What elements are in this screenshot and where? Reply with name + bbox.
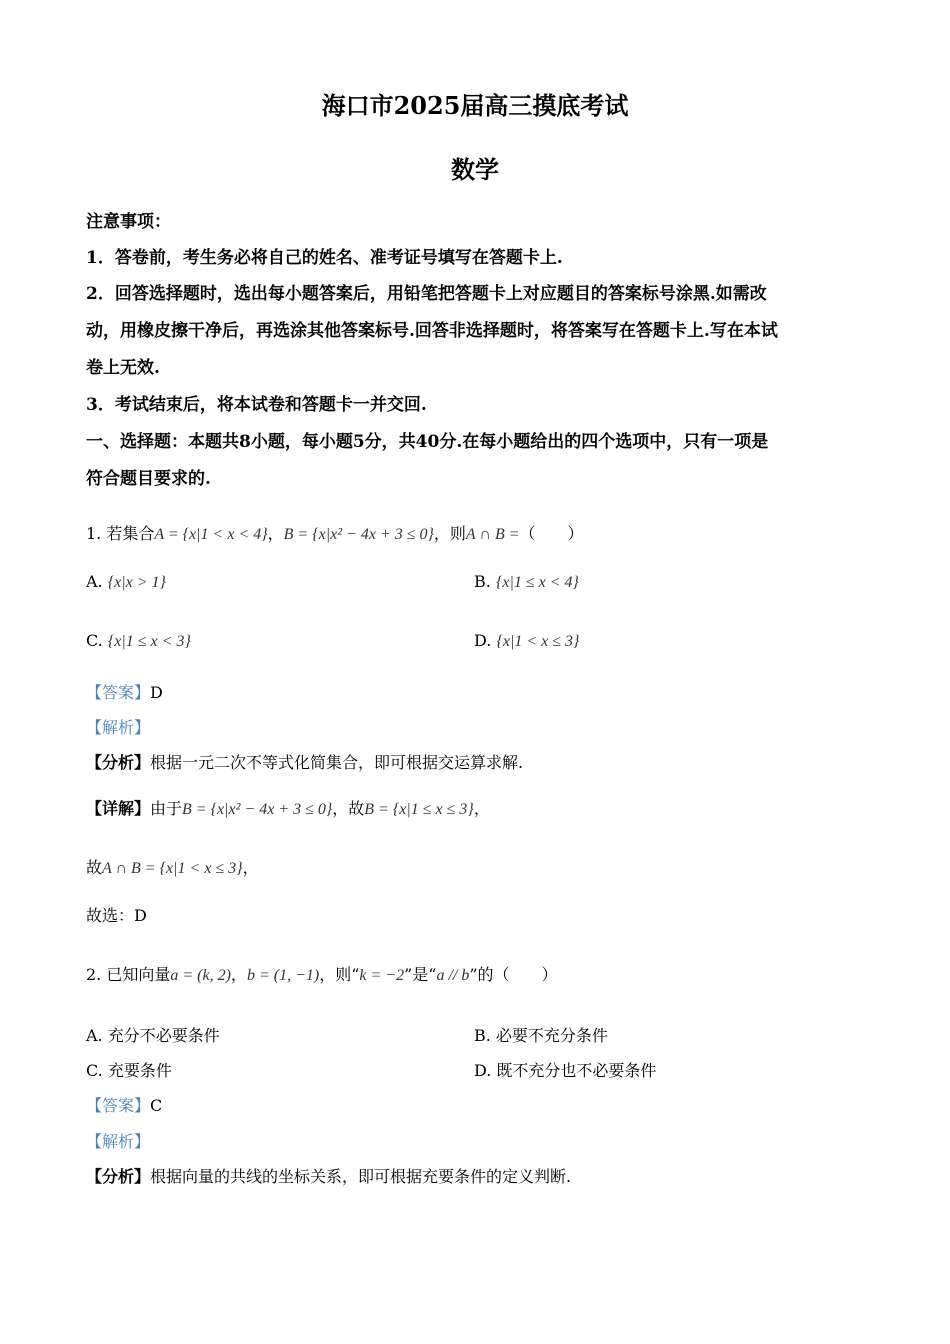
question-2-option-c: C. 充要条件 — [86, 1061, 172, 1080]
question-1-option-d — [474, 631, 579, 651]
question-1-stem — [86, 521, 584, 544]
question-1-option-c — [86, 631, 191, 651]
question-1-comma: ， — [267, 524, 284, 543]
question-1-expression: A ∩ B = — [465, 526, 520, 543]
question-1-set-b: B = {x|x² − 4x + 3 ≤ 0} — [283, 526, 434, 543]
question-1-then: ，则 — [433, 524, 466, 543]
notice-heading: 注意事项： — [86, 212, 171, 232]
question-2-mid: ”是“ — [404, 965, 437, 984]
xiangjie2-end: ， — [242, 858, 259, 877]
question-1-xiangjie-2 — [86, 855, 259, 878]
option-a-math: {x|x > 1} — [107, 574, 166, 591]
fenxi-text: 根据一元二次不等式化简集合，即可根据交运算求解. — [150, 753, 524, 772]
question-1-answer — [86, 680, 163, 703]
question-2-option-a: A. 充分不必要条件 — [86, 1026, 220, 1045]
question-2-analysis-tag: 【解析】 — [86, 1132, 151, 1151]
notice-item-2-line-3: 卷上无效. — [86, 358, 160, 378]
question-2-fenxi — [86, 1164, 571, 1187]
notice-item-2-line-2: 动，用橡皮擦干净后，再选涂其他答案标号.回答非选择题时，将答案写在答题卡上.写在本试 — [86, 321, 778, 341]
fenxi-tag: 【分析】 — [86, 753, 151, 772]
answer-tag: 【答案】 — [86, 683, 151, 702]
xiangjie2-pre: 故 — [86, 858, 103, 877]
subject-title: 数学 — [451, 155, 499, 184]
xiangjie-tag: 【详解】 — [86, 799, 151, 818]
question-1-choose: 故选：D — [86, 906, 147, 925]
xiangjie2-expression: A ∩ B = {x|1 < x ≤ 3} — [102, 860, 243, 877]
question-2-option-d: D. 既不充分也不必要条件 — [474, 1061, 657, 1080]
answer-tag: 【答案】 — [86, 1096, 151, 1115]
section-heading-line-2: 符合题目要求的. — [86, 469, 211, 489]
question-2-end: ”的（ ） — [469, 965, 558, 984]
option-a-label: A. — [86, 572, 103, 591]
page-title: 海口市2025届高三摸底考试 — [321, 91, 629, 120]
option-c-math: {x|1 ≤ x < 3} — [107, 633, 191, 650]
answer-value: C — [150, 1096, 163, 1115]
notice-item-1: 1．答卷前，考生务必将自己的姓名、准考证号填写在答题卡上. — [86, 248, 563, 268]
question-1-option-b — [474, 572, 579, 592]
question-1-paren: （ ） — [519, 524, 584, 543]
xiangjie-end: ， — [473, 799, 490, 818]
option-d-label: D. — [474, 631, 492, 650]
question-2-parallel: a // b — [436, 967, 470, 984]
question-2-comma: ， — [230, 965, 247, 984]
fenxi-tag: 【分析】 — [86, 1167, 151, 1186]
notice-item-2-line-1: 2．回答选择题时，选出每小题答案后，用铅笔把答题卡上对应题目的答案标号涂黑.如需改 — [86, 284, 767, 304]
question-1-prefix: 1. 若集合 — [86, 524, 155, 543]
question-2-vector-b: b = (1, −1) — [246, 967, 320, 984]
xiangjie-mid: ，故 — [332, 799, 365, 818]
question-1-xiangjie — [86, 796, 490, 819]
question-2-answer — [86, 1093, 162, 1116]
question-1-option-a — [86, 572, 166, 592]
notice-item-3: 3．考试结束后，将本试卷和答题卡一并交回. — [86, 395, 427, 415]
option-b-label: B. — [474, 572, 491, 591]
section-heading-line-1: 一、选择题：本题共8小题，每小题5分，共40分.在每小题给出的四个选项中，只有一项是 — [86, 432, 769, 452]
question-1-fenxi — [86, 750, 523, 773]
question-2-vector-a: a = (k, 2) — [170, 967, 231, 984]
option-d-math: {x|1 < x ≤ 3} — [496, 633, 580, 650]
question-1-set-a: A = {x|1 < x < 4} — [154, 526, 268, 543]
option-b-math: {x|1 ≤ x < 4} — [495, 574, 579, 591]
question-1-analysis-tag: 【解析】 — [86, 718, 151, 737]
answer-value: D — [150, 683, 163, 702]
question-2-prefix: 2. 已知向量 — [86, 965, 171, 984]
option-c-label: C. — [86, 631, 103, 650]
question-2-option-b: B. 必要不充分条件 — [474, 1026, 608, 1045]
question-2-condition: k = −2 — [359, 967, 405, 984]
question-2-stem — [86, 962, 558, 985]
xiangjie-set-b-solved: B = {x|1 ≤ x ≤ 3} — [364, 801, 474, 818]
fenxi-text: 根据向量的共线的坐标关系，即可根据充要条件的定义判断. — [150, 1167, 572, 1186]
xiangjie-set-b: B = {x|x² − 4x + 3 ≤ 0} — [182, 801, 333, 818]
xiangjie-pre: 由于 — [150, 799, 183, 818]
question-2-then: ，则“ — [319, 965, 360, 984]
